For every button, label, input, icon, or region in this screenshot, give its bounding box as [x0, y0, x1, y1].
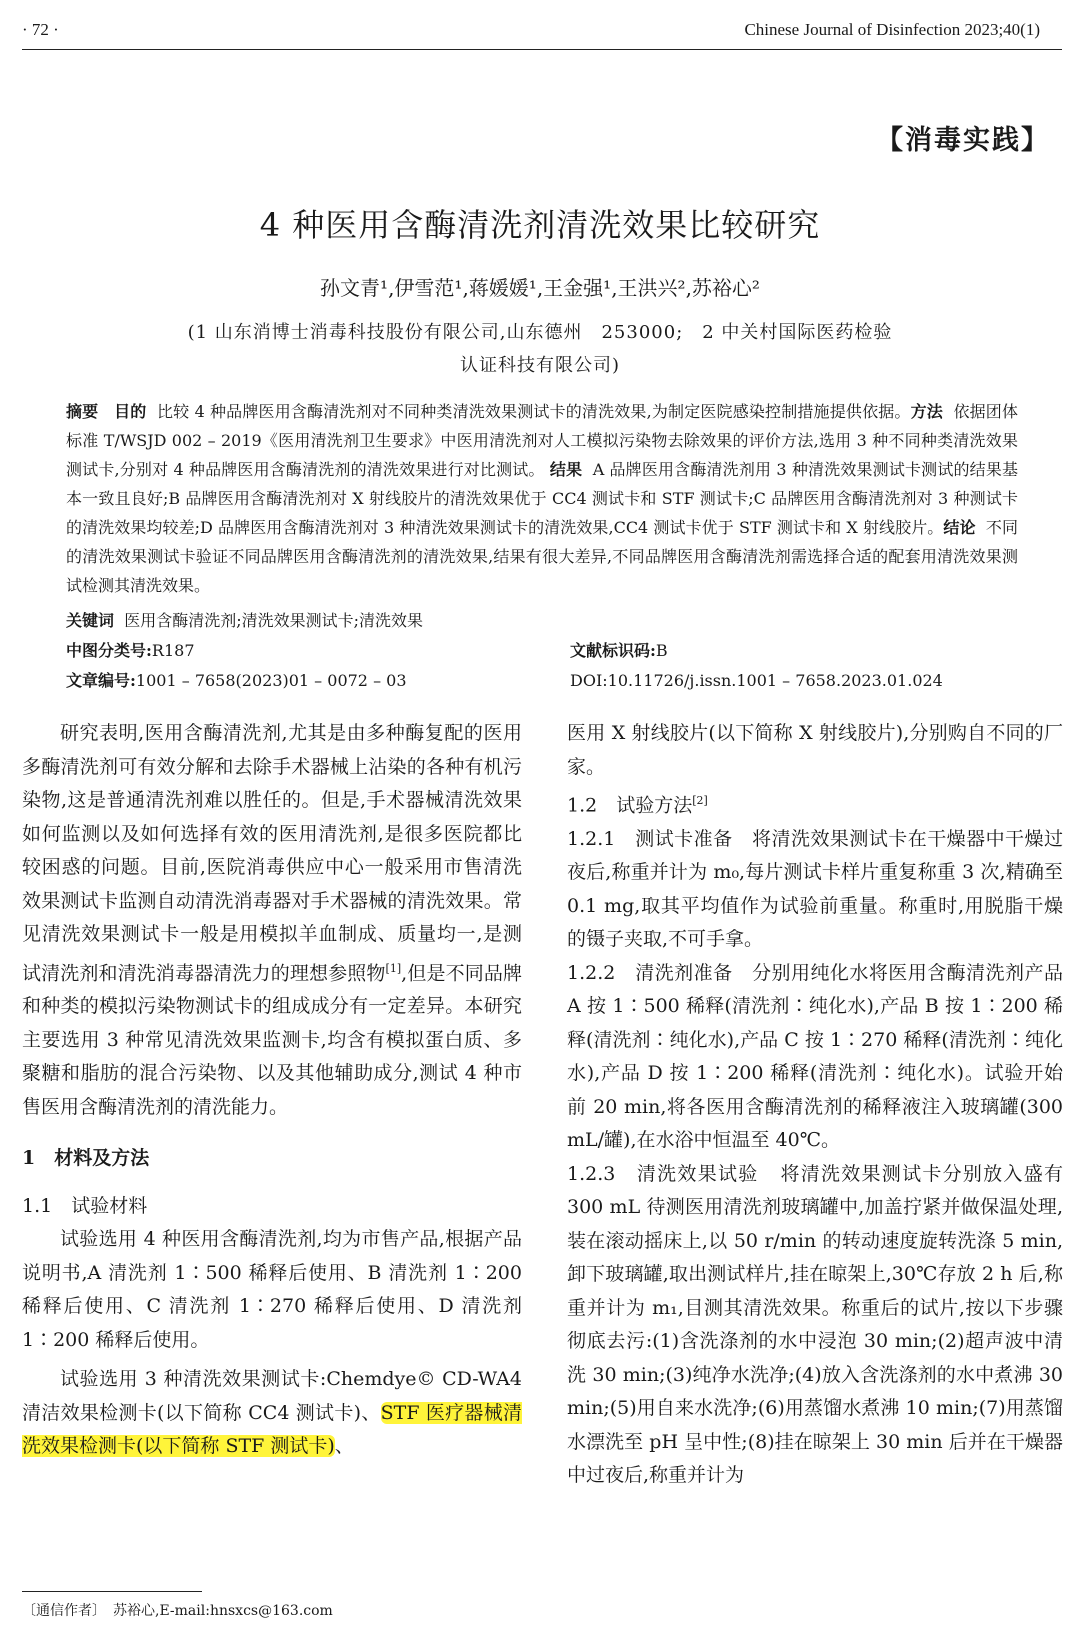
article-title: 4 种医用含酶清洗剂清洗效果比较研究	[259, 206, 821, 244]
section-1-2-1	[567, 823, 1063, 957]
conclusion-text: 不同的清洗效果测试卡验证不同品牌医用含酶清洗剂的清洗效果,结果有很大差异,不同品牌医用含酶清洗剂需选择合适的配套用清洗效果测试检测其清洗效果。	[66, 518, 1018, 595]
section-1-2-title: 1.2 试验方法	[567, 794, 693, 817]
conclusion-label: 结论	[943, 518, 976, 537]
article-no-label: 文章编号:	[66, 671, 136, 690]
highlighted-text: STF 医疗器械清洗效果检测卡(以下简称 STF 测试卡)	[22, 1401, 522, 1458]
xray-paragraph: 医用 X 射线胶片(以下简称 X 射线胶片),分别购自不同的厂家。	[567, 722, 1063, 778]
section-1-1-heading: 1.1 试验材料	[22, 1194, 148, 1217]
section-1-2-2	[567, 957, 1063, 1158]
article-number	[66, 666, 407, 695]
footnote-rule	[22, 1591, 202, 1592]
objective-text: 比较 4 种品牌医用含酶清洗剂对不同种类清洗效果测试卡的清洗效果,为制定医院感染控制措施提供依据。	[156, 402, 911, 421]
left-column	[22, 717, 522, 1464]
affiliations	[120, 316, 960, 382]
abstract	[66, 397, 1018, 600]
article-no-value: 1001 – 7658(2023)01 – 0072 – 03	[135, 671, 407, 690]
doi: DOI:10.11726/j.issn.1001 – 7658.2023.01.024	[570, 671, 943, 690]
corresponding-author-footnote: 〔通信作者〕 苏裕心,E-mail:hnsxcs@163.com	[22, 1603, 333, 1619]
results-text: A 品牌医用含酶清洗剂用 3 种清洗效果测试卡测试的结果基本一致且良好;B 品牌医用含酶清洗剂对 X 射线胶片的清洗效果优于 CC4 测试卡和 STF 测试卡;C 品牌医用含酶清洗剂对 3 种测试卡的清洗效果均较差;D 品牌医用含酶清洗剂对 3 种清洗效果测试卡的清洗效果,CC4 测试卡优于 STF 测试卡和 X 射线胶片。	[66, 460, 1019, 537]
method-label: 方法	[910, 402, 943, 421]
section-1-2-2-text: 分别用纯化水将医用含酶清洗剂产品 A 按 1∶500 稀释(清洗剂∶纯化水),产品 B 按 1∶200 稀释(清洗剂∶纯化水),产品 C 按 1∶270 稀释(清洗剂∶纯化水),产品 D 按 1∶200 稀释(清洗剂∶纯化水)。试验开始前 20 min,将各医用含酶清洗剂的稀释液注入玻璃罐(300 mL/罐),在水浴中恒温至 40℃。	[567, 961, 1063, 1152]
document-code	[570, 636, 668, 665]
results-label: 结果	[549, 460, 583, 479]
doc-code-value: B	[655, 641, 668, 660]
journal-header: Chinese Journal of Disinfection 2023;40(1)	[744, 20, 1040, 39]
section-1-2-1-text: 将清洗效果测试卡在干燥器中干燥过夜后,称重并计为 m₀,每片测试卡样片重复称重 3 次,精确至 0.1 mg,取其平均值作为试验前重量。称重时,用脱脂干燥的镊子夹取,不可手拿。	[567, 827, 1063, 951]
objective-label: 目的	[114, 402, 147, 421]
clc-value: R187	[151, 641, 195, 660]
test-cards-text-end: 、	[334, 1435, 354, 1458]
affiliation-line-1: (1 山东消博士消毒科技股份有限公司,山东德州 253000; 2 中关村国际医药检验	[187, 322, 893, 343]
section-1-2-heading	[567, 784, 1063, 823]
clc-label: 中图分类号:	[66, 641, 152, 660]
materials-paragraph: 试验选用 4 种医用含酶清洗剂,均为市售产品,根据产品说明书,A 清洗剂 1∶500 稀释后使用、B 清洗剂 1∶200 稀释后使用、C 清洗剂 1∶270 稀释后使用、D 清洗剂 1∶200 稀释后使用。	[22, 1228, 522, 1351]
keywords-value: 医用含酶清洗剂;清洗效果测试卡;清洗效果	[124, 611, 423, 630]
clc-number	[66, 636, 195, 665]
header-rule	[22, 49, 1062, 50]
intro-text-cont: ,但是不同品牌和种类的模拟污染物测试卡的组成成分有一定差异。本研究主要选用 3 种常见清洗效果监测卡,均含有模拟蛋白质、多聚糖和脂肪的混合污染物、以及其他辅助成分,测试 4 种市售医用含酶清洗剂的清洗能力。	[22, 961, 522, 1118]
intro-paragraph	[22, 717, 522, 1124]
author-list: 孙文青¹,伊雪范¹,蒋媛媛¹,王金强¹,王洪兴²,苏裕心²	[320, 276, 760, 300]
section-tag: 【消毒实践】	[876, 125, 1050, 156]
section-1-2-ref: [2]	[692, 794, 708, 807]
affiliation-line-2: 认证科技有限公司)	[459, 355, 621, 376]
test-cards-paragraph	[22, 1363, 522, 1464]
doc-code-label: 文献标识码:	[570, 641, 656, 660]
intro-text: 研究表明,医用含酶清洗剂,尤其是由多种酶复配的医用多酶清洗剂可有效分解和去除手术器械上沾染的各种有机污染物,这是普通清洗剂难以胜任的。但是,手术器械清洗效果如何监测以及如何选择有效的医用清洗剂,是很多医院都比较困惑的问题。目前,医院消毒供应中心一般采用市售清洗效果测试卡监测自动清洗消毒器对手术器械的清洗效果。常见清洗效果测试卡一般是用模拟羊血制成、质量均一,是测试清洗剂和清洗消毒器清洗力的理想参照物	[22, 722, 522, 984]
keywords-label: 关键词	[66, 611, 115, 630]
section-1-2-2-title: 1.2.2 清洗剂准备	[567, 961, 733, 984]
abstract-label: 摘要	[66, 402, 99, 421]
page-number: · 72 ·	[22, 20, 59, 39]
keywords	[66, 606, 423, 635]
section-1-heading: 1 材料及方法	[22, 1147, 150, 1170]
test-cards-text: 试验选用 3 种清洗效果测试卡:Chemdye© CD-WA4 清洁效果检测卡(以下简称 CC4 测试卡)、	[22, 1368, 522, 1424]
section-1-2-3	[567, 1158, 1063, 1493]
section-1-2-1-title: 1.2.1 测试卡准备	[567, 827, 733, 850]
section-1-2-3-title: 1.2.3 清洗效果试验	[567, 1162, 759, 1185]
method-text: 依据团体标准 T/WSJD 002 – 2019《医用清洗剂卫生要求》中医用清洗剂对人工模拟污染物去除效果的评价方法,选用 3 种不同种类清洗效果测试卡,分别对 4 种品牌医用含酶清洗剂的清洗效果进行对比测试。	[66, 402, 1018, 479]
intro-ref: [1]	[385, 961, 402, 975]
right-column	[567, 717, 1063, 1493]
section-1-2-3-text: 将清洗效果测试卡分别放入盛有 300 mL 待测医用清洗剂玻璃罐中,加盖拧紧并做保温处理,装在滚动摇床上,以 50 r/min 的转动速度旋转洗涤 5 min,卸下玻璃罐,取出测试样片,挂在晾架上,30℃存放 2 h 后,称重并计为 m₁,目测其清洗效果。称重后的试片,按以下步骤彻底去污:(1)含洗涤剂的水中浸泡 30 min;(2)超声波中清洗 30 min;(3)纯净水洗净;(4)放入含洗涤剂的水中煮沸 30 min;(5)用自来水洗净;(6)用蒸馏水煮沸 10 min;(7)用蒸馏水漂洗至 pH 呈中性;(8)挂在晾架上 30 min 后并在干燥器中过夜后,称重并计为	[567, 1162, 1063, 1487]
